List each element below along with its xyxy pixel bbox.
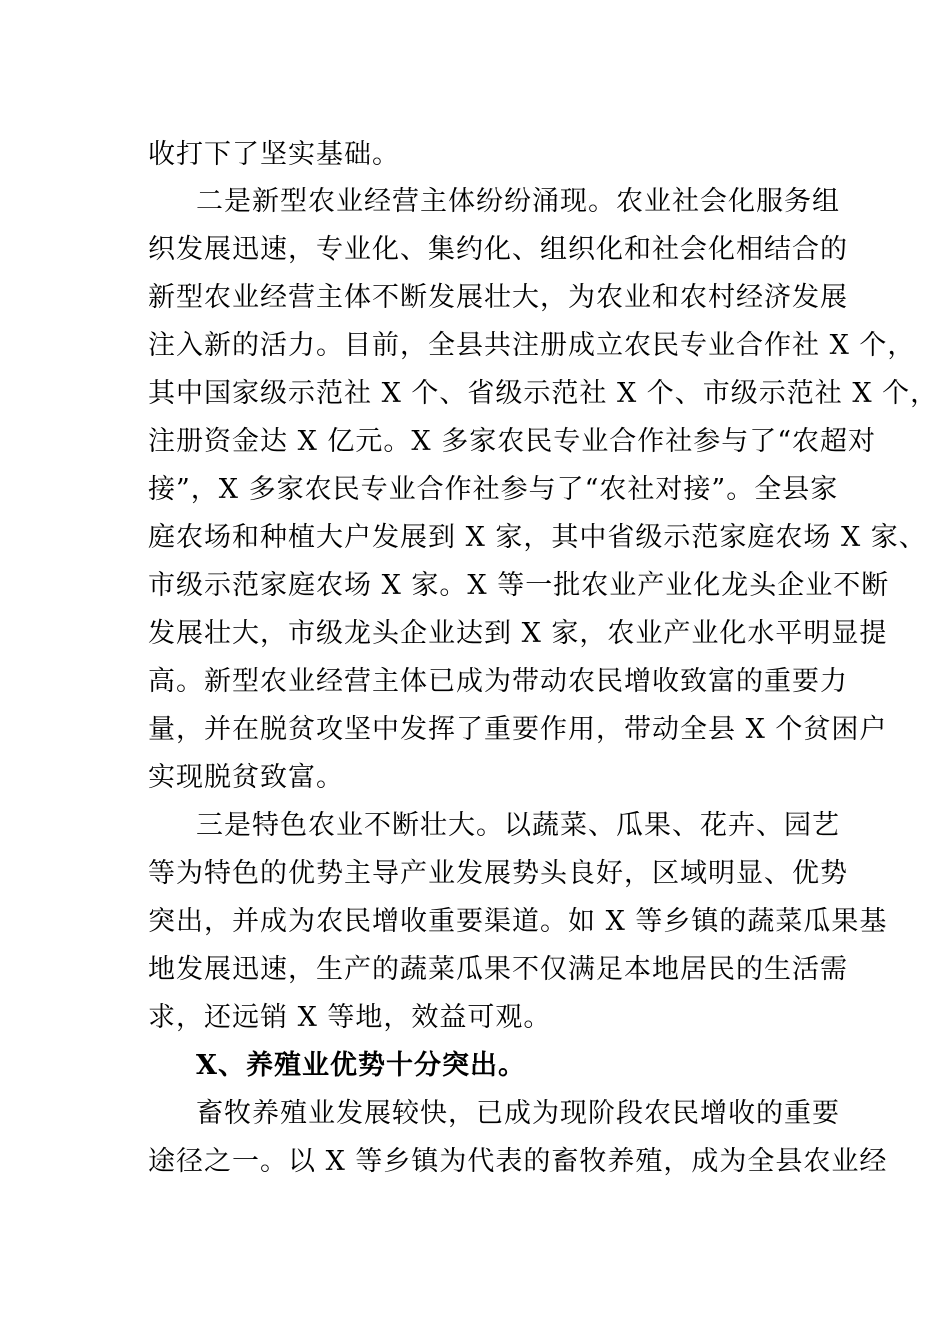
- paragraph-heading-line: 三是特色农业不断壮大。以蔬菜、瓜果、花卉、园艺: [196, 810, 840, 841]
- text-line: 发展壮大，市级龙头企业达到 X 家，农业产业化水平明显提: [148, 618, 888, 649]
- text-line: 其中国家级示范社 X 个、省级示范社 X 个、市级示范社 X 个，: [148, 378, 939, 409]
- text-line: 等为特色的优势主导产业发展势头良好，区域明显、优势: [148, 858, 848, 889]
- text-line: 求，还远销 X 等地，效益可观。: [148, 1002, 552, 1033]
- text-line: 庭农场和种植大户发展到 X 家，其中省级示范家庭农场 X 家、: [148, 522, 927, 553]
- text-line: 接”，X 多家农民专业合作社参与了“农社对接”。全县家: [148, 474, 839, 505]
- text-line: 收打下了坚实基础。: [148, 139, 400, 170]
- text-line: 地发展迅速，生产的蔬菜瓜果不仅满足本地居民的生活需: [148, 954, 848, 985]
- text-line: 途径之一。以 X 等乡镇为代表的畜牧养殖，成为全县农业经: [148, 1146, 888, 1177]
- text-line: 高。新型农业经营主体已成为带动农民增收致富的重要力: [148, 666, 848, 697]
- text-line: 市级示范家庭农场 X 家。X 等一批农业产业化龙头企业不断: [148, 570, 890, 601]
- text-line: 实现脱贫致富。: [148, 762, 344, 793]
- text-line: 新型农业经营主体不断发展壮大，为农业和农村经济发展: [148, 282, 848, 313]
- paragraph-heading-line: 二是新型农业经营主体纷纷涌现。农业社会化服务组: [196, 186, 840, 217]
- paragraph-first-line: 畜牧养殖业发展较快，已成为现阶段农民增收的重要: [196, 1098, 840, 1129]
- text-line: 注入新的活力。目前，全县共注册成立农民专业合作社 X 个，: [148, 330, 916, 361]
- text-line: 织发展迅速，专业化、集约化、组织化和社会化相结合的: [148, 234, 848, 265]
- text-line: 量，并在脱贫攻坚中发挥了重要作用，带动全县 X 个贫困户: [148, 714, 888, 745]
- text-line: 突出，并成为农民增收重要渠道。如 X 等乡镇的蔬菜瓜果基: [148, 906, 888, 937]
- section-heading: X、养殖业优势十分突出。: [196, 1050, 526, 1081]
- text-line: 注册资金达 X 亿元。X 多家农民专业合作社参与了“农超对: [148, 426, 876, 457]
